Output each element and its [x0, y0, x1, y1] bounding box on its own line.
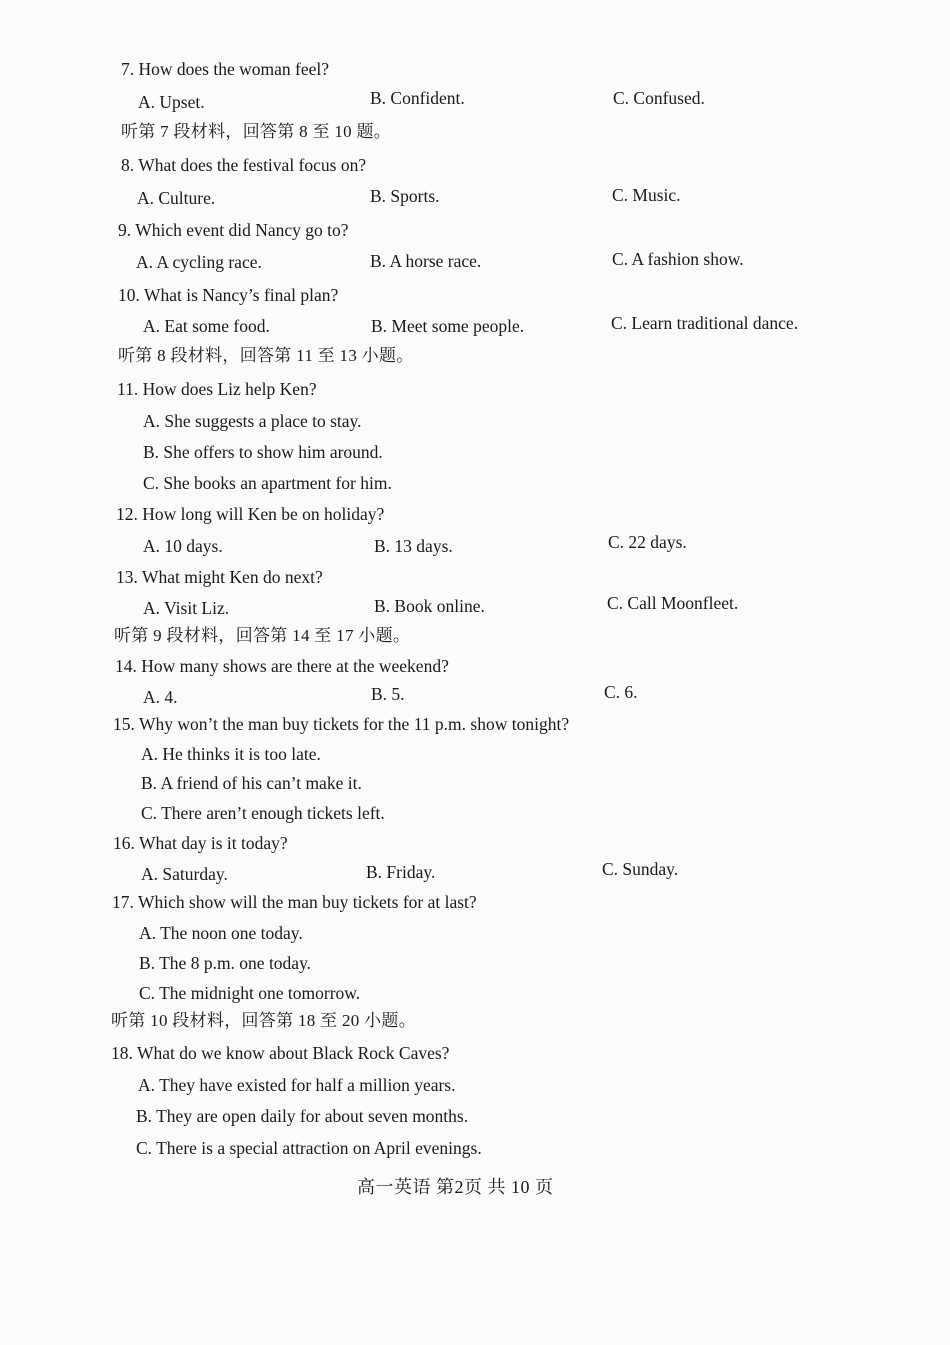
option-16b: B. Friday. [366, 862, 436, 882]
question-number: 18. [111, 1043, 133, 1063]
option-12a: A. 10 days. [143, 536, 223, 556]
option-11b: B. She offers to show him around. [143, 442, 383, 462]
question-17 [112, 891, 477, 913]
option-16a: A. Saturday. [141, 864, 228, 884]
question-12 [116, 503, 384, 525]
option-8a: A. Culture. [137, 188, 216, 208]
question-text: Which show will the man buy tickets for at last? [137, 892, 477, 912]
question-text: How long will Ken be on holiday? [142, 504, 385, 524]
option-15a: A. He thinks it is too late. [141, 744, 321, 764]
option-18a: A. They have existed for half a million years. [138, 1075, 456, 1095]
page-footer: 高一英语 第2页 共 10 页 [357, 1177, 554, 1197]
section-heading-9: 听第 9 段材料，回答第 14 至 17 小题。 [114, 626, 411, 645]
option-10c: C. Learn traditional dance. [611, 313, 799, 333]
option-11a: A. She suggests a place to stay. [143, 411, 362, 431]
question-number: 13. [116, 567, 138, 587]
option-11c: C. She books an apartment for him. [143, 473, 392, 493]
question-text: What does the festival focus on? [138, 155, 367, 175]
section-heading-7: 听第 7 段材料，回答第 8 至 10 题。 [121, 122, 392, 141]
option-9a: A. A cycling race. [136, 252, 262, 272]
question-8 [121, 154, 366, 176]
question-number: 14. [115, 656, 137, 676]
option-17c: C. The midnight one tomorrow. [139, 983, 361, 1003]
question-number: 7. [121, 59, 135, 79]
section-heading-10: 听第 10 段材料，回答第 18 至 20 小题。 [111, 1011, 416, 1030]
question-text: What might Ken do next? [141, 567, 323, 587]
option-18b: B. They are open daily for about seven months. [136, 1106, 469, 1126]
option-14a: A. 4. [143, 687, 178, 707]
option-7b: B. Confident. [370, 88, 465, 108]
section-heading-8: 听第 8 段材料，回答第 11 至 13 小题。 [118, 346, 414, 365]
question-number: 10. [118, 285, 140, 305]
option-18c: C. There is a special attraction on April evenings. [136, 1138, 482, 1158]
question-11 [117, 378, 317, 400]
question-text: What day is it today? [138, 833, 288, 853]
question-text: What is Nancy’s final plan? [143, 285, 339, 305]
option-16c: C. Sunday. [602, 859, 679, 879]
question-18 [111, 1042, 449, 1064]
question-10 [118, 284, 338, 306]
option-17a: A. The noon one today. [139, 923, 303, 943]
option-9b: B. A horse race. [370, 251, 482, 271]
option-13b: B. Book online. [374, 596, 485, 616]
option-9c: C. A fashion show. [612, 249, 744, 269]
question-text: How does Liz help Ken? [142, 379, 317, 399]
question-text: Why won’t the man buy tickets for the 11 p.m. show tonight? [138, 714, 570, 734]
option-15c: C. There aren’t enough tickets left. [141, 803, 385, 823]
option-12b: B. 13 days. [374, 536, 453, 556]
question-13 [116, 566, 323, 588]
question-text: Which event did Nancy go to? [135, 220, 349, 240]
option-13a: A. Visit Liz. [143, 598, 230, 618]
option-7a: A. Upset. [138, 92, 205, 112]
question-14 [115, 655, 449, 677]
option-7c: C. Confused. [613, 88, 705, 108]
question-number: 11. [117, 379, 139, 399]
question-number: 16. [113, 833, 135, 853]
option-17b: B. The 8 p.m. one today. [139, 953, 312, 973]
question-text: How does the woman feel? [138, 59, 329, 79]
question-text: How many shows are there at the weekend? [141, 656, 449, 676]
question-9 [118, 219, 349, 241]
question-number: 15. [113, 714, 135, 734]
question-16 [113, 832, 288, 854]
option-14c: C. 6. [604, 682, 638, 702]
question-text: What do we know about Black Rock Caves? [136, 1043, 450, 1063]
question-number: 17. [112, 892, 134, 912]
option-8b: B. Sports. [370, 186, 440, 206]
question-15 [113, 713, 569, 735]
question-number: 9. [118, 220, 132, 240]
option-10b: B. Meet some people. [371, 316, 525, 336]
option-10a: A. Eat some food. [143, 316, 270, 336]
option-15b: B. A friend of his can’t make it. [141, 773, 362, 793]
option-14b: B. 5. [371, 684, 405, 704]
option-12c: C. 22 days. [608, 532, 687, 552]
option-8c: C. Music. [612, 185, 681, 205]
option-13c: C. Call Moonfleet. [607, 593, 739, 613]
question-number: 8. [121, 155, 135, 175]
question-7 [121, 58, 329, 80]
question-number: 12. [116, 504, 138, 524]
